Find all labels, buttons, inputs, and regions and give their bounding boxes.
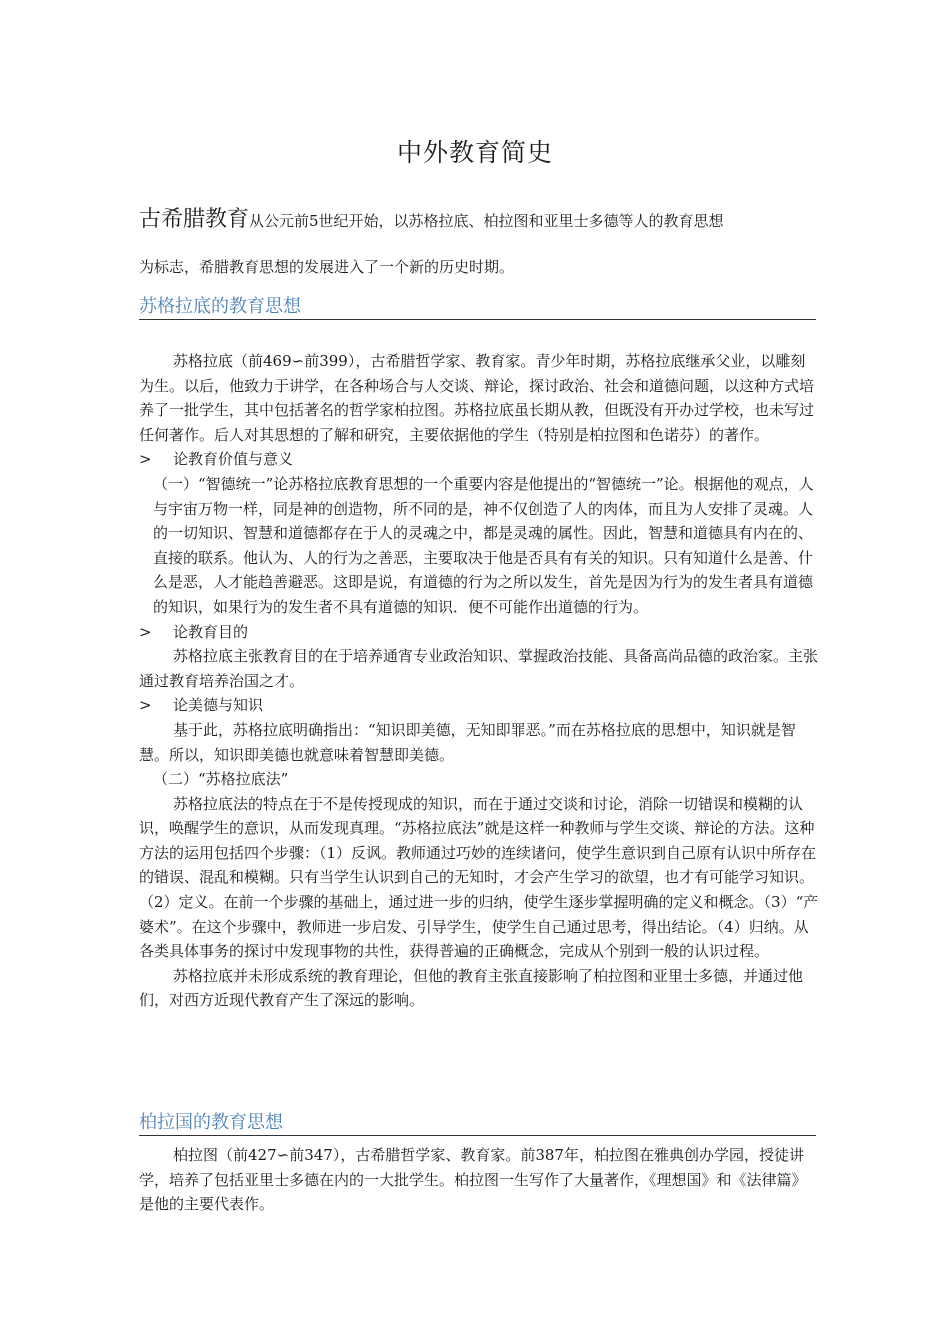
paragraph-education-aim: 苏格拉底主张教育目的在于培养通宵专业政治知识、掌握政治技能、具备高尚品德的政治家。主张通过教育培养治国之才。 — [139, 647, 819, 690]
bullet-label: 论教育目的 — [173, 622, 249, 641]
intro-paragraph — [139, 200, 829, 276]
bullet-education-value — [139, 447, 819, 472]
paragraph-unity-of-wisdom-virtue: （一）“智德统一”论苏格拉底教育思想的一个重要内容是他提出的“智德统一”论。根据他的观点，人与宇宙万物一样，同是神的创造物，所不同的是，神不仅创造了人的肉体，而且为人安排了灵魂。人的一切知识、智慧和道德都存在于人的灵魂之中，都是灵魂的属性。因此，智慧和道德具有内在的、直接的联系。他认为、人的行为之善恶，主要取决于他是否具有有关的知识。只有知道什么是善、什么是恶，人才能趋善避恶。这即是说，有道德的行为之所以发生，首先是因为行为的发生者具有道德的知识，如果行为的发生者不具有道德的知识．便不可能作出道德的行为。 — [153, 474, 814, 616]
section-body-socrates — [139, 349, 819, 1013]
paragraph-virtue-knowledge: 基于此，苏格拉底明确指出：“知识即美德，无知即罪恶。”而在苏格拉底的思想中，知识就是智慧。所以，知识即美德也就意味着智慧即美德。 — [139, 720, 796, 764]
intro-lead: 古希腊教育 — [139, 207, 250, 232]
bullet-marker: > — [139, 696, 152, 715]
paragraph-plato-bio: 柏拉图（前427∽前347），古希腊哲学家、教育家。前387年，柏拉图在雅典创办学园，授徒讲学，培养了包括亚里士多德在内的一大批学生。柏拉图一生写作了大量著作，《理想国》和《法律篇》是他的主要代表作。 — [139, 1146, 807, 1214]
bullet-marker: > — [139, 622, 152, 641]
intro-line-2: 为标志，希腊教育思想的发展进入了一个新的历史时期。 — [139, 258, 515, 276]
bullet-label: 论教育价值与意义 — [173, 450, 294, 469]
bullet-education-aim — [139, 620, 819, 645]
section-heading-plato: 柏拉国的教育思想 — [139, 1112, 816, 1136]
intro-line-1 — [139, 200, 829, 240]
subheading-socratic-method: （二）“苏格拉底法” — [153, 770, 289, 789]
bullet-virtue-knowledge — [139, 693, 819, 718]
paragraph-socrates-bio: 苏格拉底（前469∽前399），古希腊哲学家、教育家。青少年时期，苏格拉底继承父业，以雕刻为生。以后，他致力于讲学，在各种场合与人交谈、辩论，探讨政治、社会和道德问题，以这种方式培养了一批学生，其中包括著名的哲学家柏拉图。苏格拉底虽长期从教，但既没有开办过学校，也未写过任何著作。后人对其思想的了解和研究，主要依据他的学生（特别是柏拉图和色诺芬）的著作。 — [139, 352, 815, 444]
intro-text-1: 从公元前5世纪开始，以苏格拉底、柏拉图和亚里士多德等人的教育思想 — [249, 212, 724, 230]
document-title: 中外教育简史 — [396, 138, 553, 167]
paragraph-socratic-method: 苏格拉底法的特点在于不是传授现成的知识，而在于通过交谈和讨论，消除一切错误和模糊的认识，唤醒学生的意识，从而发现真理。“苏格拉底法”就是这样一种教师与学生交谈、辩论的方法。这种方法的运用包括四个步骤：（1）反讽。教师通过巧妙的连续诸问，使学生意识到自己原有认识中所存在的错误、混乱和模糊。只有当学生认识到自己的无知时，才会产生学习的欲望，也才有可能学习知识。（2）定义。在前一个步骤的基础上，通过进一步的归纳，使学生逐步掌握明确的定义和概念。（3）“产婆术”。在这个步骤中，教师进一步启发、引导学生，使学生自己通过思考，得出结论。（4）归纳。从各类具体事务的探讨中发现事物的共性，获得普遍的正确概念，完成从个别到一般的认识过程。 — [139, 794, 819, 961]
section-heading-socrates: 苏格拉底的教育思想 — [139, 296, 816, 320]
bullet-marker: > — [139, 450, 152, 469]
paragraph-socrates-influence: 苏格拉底并未形成系统的教育理论，但他的教育主张直接影响了柏拉图和亚里士多德，并通过他们，对西方近现代教育产生了深远的影响。 — [139, 966, 804, 1010]
bullet-label: 论美德与知识 — [173, 696, 264, 715]
section-body-plato — [139, 1143, 819, 1217]
